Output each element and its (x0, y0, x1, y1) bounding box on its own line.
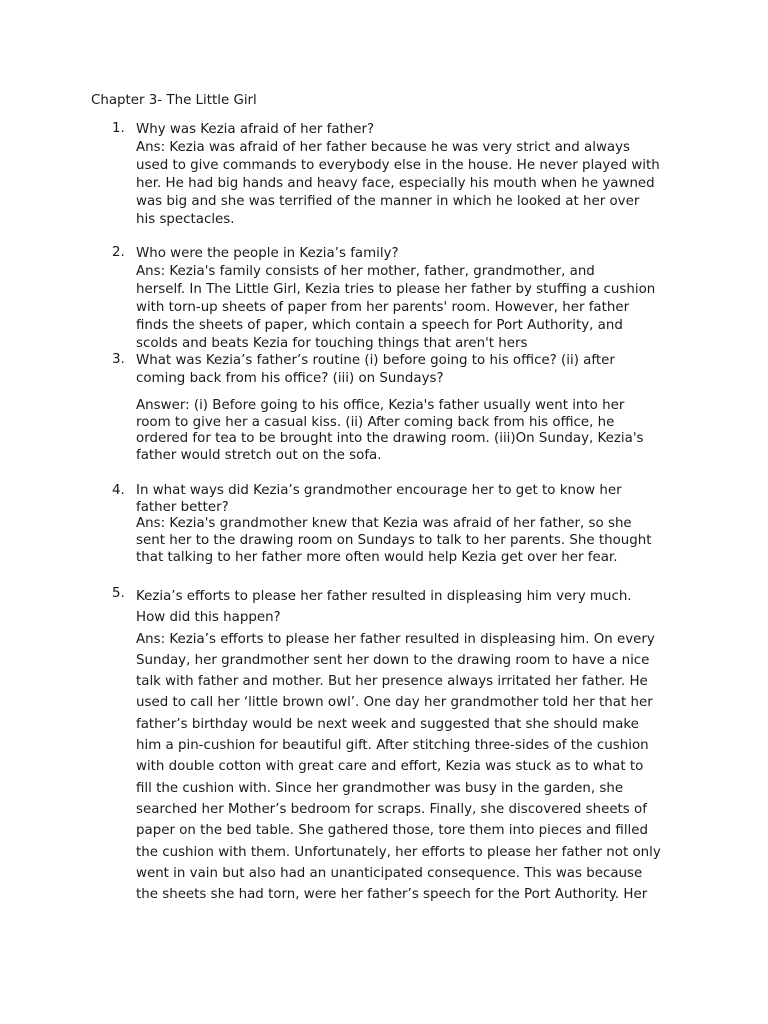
question-item-2 (112, 245, 696, 353)
question-text: In what ways did Kezia’s grandmother encourage her to get to know her (136, 483, 622, 498)
chapter-title: Chapter 3- The Little Girl (91, 93, 257, 108)
answer-line: father would stretch out on the sofa. (136, 448, 382, 464)
answer-line: searched her Mother’s bedroom for scraps. Finally, she discovered sheets of (136, 801, 647, 817)
answer-line: that talking to her father more often would help Kezia get over her fear. (136, 549, 618, 565)
answer-line: Sunday, her grandmother sent her down to the drawing room to have a nice (136, 652, 650, 668)
question-text: How did this happen? (136, 610, 281, 626)
answer-line: talk with father and mother. But her presence always irritated her father. He (136, 674, 648, 690)
answer-line: ordered for tea to be brought into the drawing room. (iii)On Sunday, Kezia's (136, 431, 644, 447)
answer-line: fill the cushion with. Since her grandmother was busy in the garden, she (136, 780, 624, 796)
question-number: 5. (112, 586, 125, 601)
question-text: father better? (136, 499, 229, 515)
answer-line: him a pin-cushion for beautiful gift. After stitching three-sides of the cushion (136, 738, 649, 754)
question-item-5 (112, 586, 696, 905)
question-text: coming back from his office? (iii) on Sundays? (136, 371, 444, 386)
answer-line: was big and she was terrified of the manner in which he looked at her over (136, 194, 640, 209)
answer-line: Ans: Kezia's grandmother knew that Kezia was afraid of her father, so she (136, 516, 632, 532)
question-number: 2. (112, 245, 125, 260)
question-text: What was Kezia’s father’s routine (i) before going to his office? (ii) after (136, 353, 615, 368)
question-item-4 (112, 483, 696, 567)
answer-line: Ans: Kezia was afraid of her father because he was very strict and always (136, 140, 631, 155)
question-item-1 (112, 121, 696, 229)
answer-line: sent her to the drawing room on Sundays to talk to her parents. She thought (136, 533, 652, 549)
answer-line: used to give commands to everybody else in the house. He never played with (136, 158, 660, 173)
question-item-3 (112, 352, 696, 388)
answer-line: scolds and beats Kezia for touching things that aren't hers (136, 336, 528, 351)
answer-line: his spectacles. (136, 212, 235, 227)
question-text: Why was Kezia afraid of her father? (136, 122, 375, 137)
question-number: 3. (112, 352, 125, 367)
question-text: Kezia’s efforts to please her father resulted in displeasing him very much. (136, 589, 632, 604)
answer-line: Answer: (i) Before going to his office, Kezia's father usually went into her (136, 398, 625, 413)
answer-line: finds the sheets of paper, which contain a speech for Port Authority, and (136, 318, 623, 333)
answer-line: went in vain but also had an unanticipated consequence. This was because (136, 865, 643, 881)
answer-line: used to call her ‘little brown owl’. One day her grandmother told her that her (136, 695, 653, 711)
answer-line: Ans: Kezia’s efforts to please her father resulted in displeasing him. On every (136, 631, 655, 647)
answer-line: Ans: Kezia's family consists of her mother, father, grandmother, and (136, 264, 595, 279)
answer-line: herself. In The Little Girl, Kezia tries to please her father by stuffing a cushion (136, 282, 656, 297)
question-text: Who were the people in Kezia’s family? (136, 246, 399, 261)
answer-line: with double cotton with great care and effort, Kezia was stuck as to what to (136, 759, 644, 775)
answer-line: with torn-up sheets of paper from her parents' room. However, her father (136, 300, 630, 315)
answer-line: father’s birthday would be next week and suggested that she should make (136, 716, 639, 732)
answer-line: the cushion with them. Unfortunately, her efforts to please her father not only (136, 844, 661, 860)
answer-block-3 (136, 398, 696, 465)
answer-line: room to give her a casual kiss. (ii) After coming back from his office, he (136, 414, 615, 430)
answer-line: paper on the bed table. She gathered those, tore them into pieces and filled (136, 823, 649, 839)
answer-line: her. He had big hands and heavy face, especially his mouth when he yawned (136, 176, 655, 191)
answer-line: the sheets she had torn, were her father’s speech for the Port Authority. Her (136, 887, 648, 903)
question-number: 1. (112, 121, 125, 136)
question-number: 4. (112, 483, 125, 498)
